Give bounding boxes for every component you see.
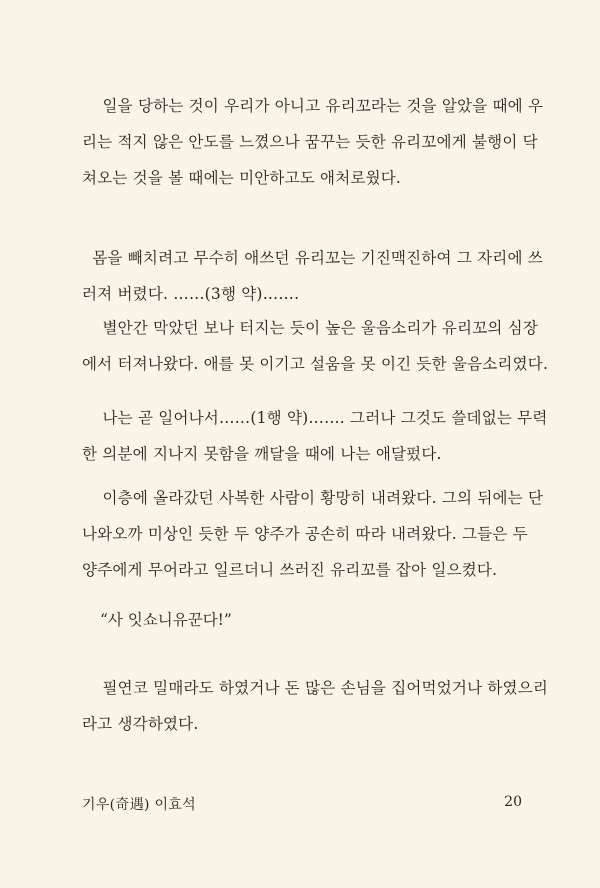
paragraph-7 — [82, 670, 549, 742]
text-line: 한 의분에 지나지 못함을 깨달을 때에 나는 애달펐다. — [82, 445, 442, 463]
paragraph-2 — [82, 240, 543, 312]
text-line: 필연코 밀매라도 하였거나 돈 많은 손님을 집어먹었거나 하였으리 — [82, 679, 549, 697]
text-line: 리는 적지 않은 안도를 느꼈으나 꿈꾸는 듯한 유리꼬에게 불행이 닥 — [82, 133, 538, 151]
text-line: 이층에 올라갔던 사복한 사람이 황망히 내려왔다. 그의 뒤에는 단 — [82, 489, 544, 507]
paragraph-3 — [82, 310, 549, 382]
paragraph-4 — [82, 400, 548, 472]
text-line: 일을 당하는 것이 우리가 아니고 유리꼬라는 것을 알았을 때에 우 — [82, 97, 544, 115]
text-line: “사 잇쇼니유꾼다!” — [100, 611, 232, 629]
text-line: 라고 생각하였다. — [82, 715, 199, 733]
text-line: 나와오까 미상인 듯한 두 양주가 공손히 따라 내려왔다. 그들은 두 — [82, 525, 528, 543]
dialogue-quote — [100, 602, 232, 638]
text-line: 나는 곧 일어나서……(1행 약)……. 그러나 그것도 쓸데없는 무력 — [82, 409, 548, 427]
text-line: 별안간 막았던 보나 터지는 듯이 높은 울음소리가 유리꼬의 심장 — [82, 319, 539, 337]
text-line: 몸을 빼치려고 무수히 애쓰던 유리꼬는 기진맥진하여 그 자리에 쓰 — [82, 249, 543, 267]
text-line: 쳐오는 것을 볼 때에는 미안하고도 애처로웠다. — [82, 169, 402, 187]
paragraph-1 — [82, 88, 544, 196]
text-line: 에서 터져나왔다. 애를 못 이기고 설움을 못 이긴 듯한 울음소리였다. — [82, 355, 549, 373]
text-line: 러져 버렸다. ……(3행 약)……. — [82, 285, 300, 303]
paragraph-5 — [82, 480, 544, 588]
running-footer-title: 기우(奇遇) 이효석 — [82, 797, 196, 813]
text-line: 양주에게 무어라고 일르더니 쓰러진 유리꼬를 잡아 일으켰다. — [82, 561, 498, 579]
page-number: 20 — [504, 794, 522, 810]
